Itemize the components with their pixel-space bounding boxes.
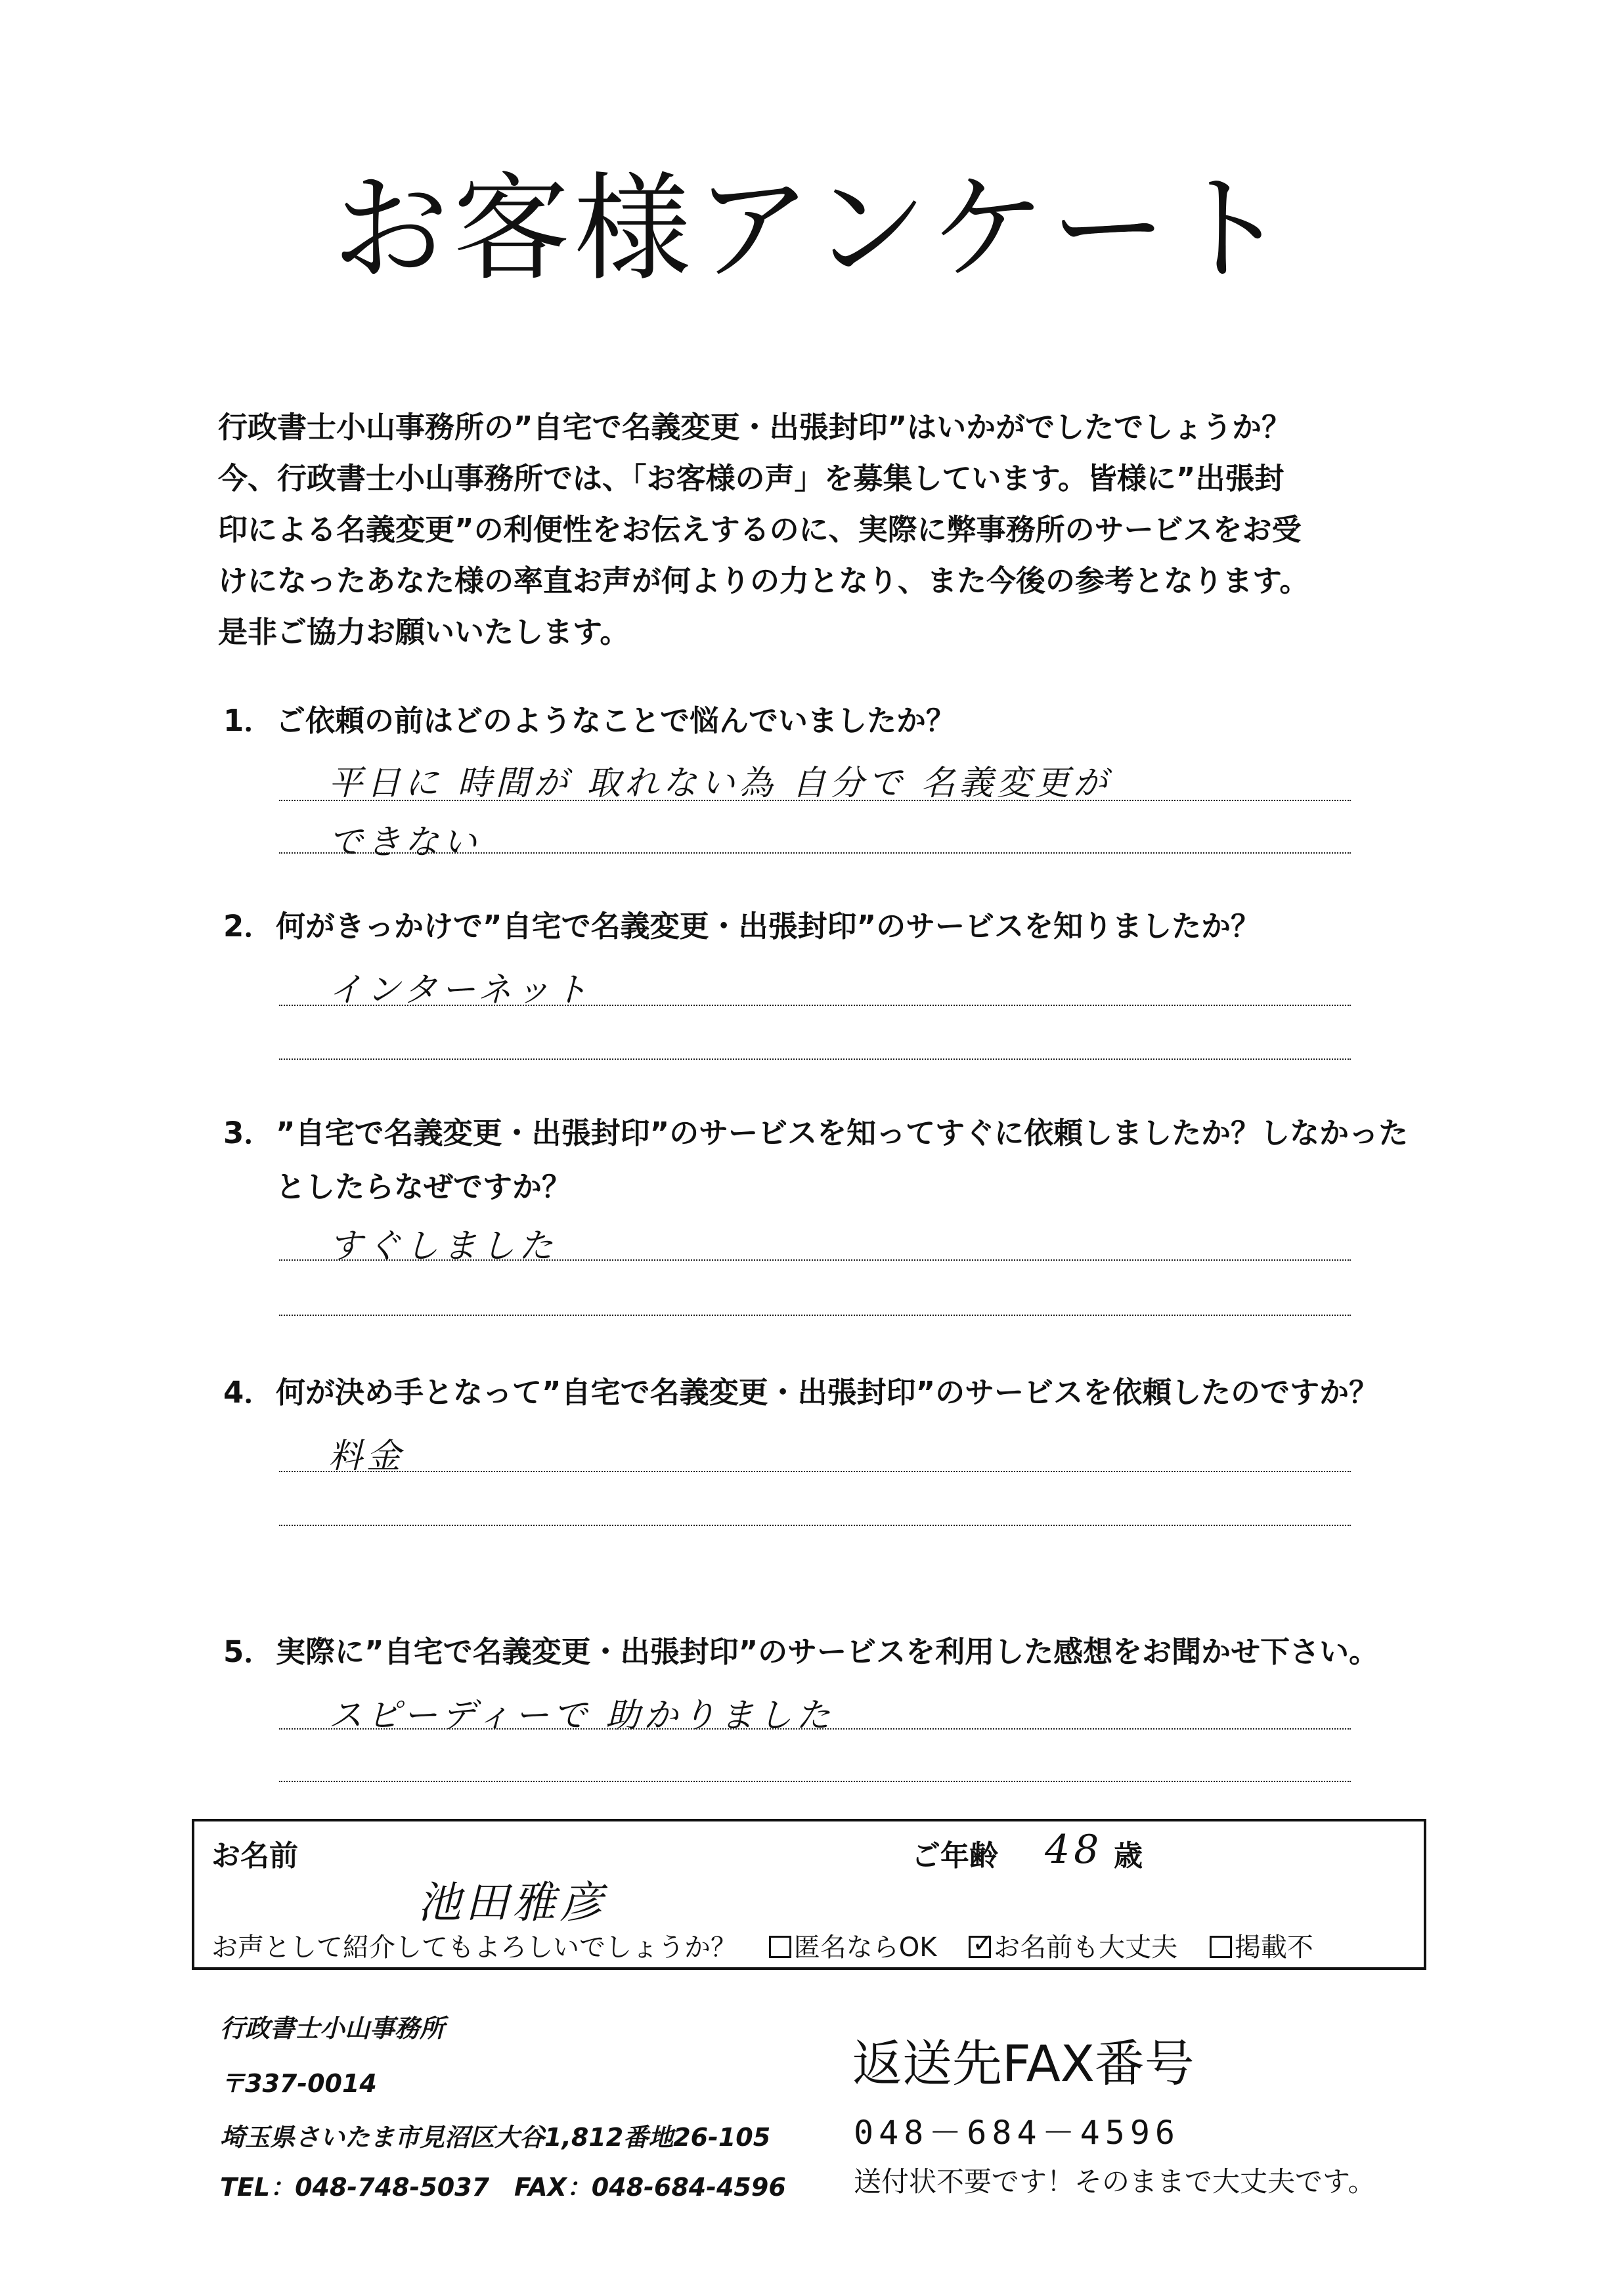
office-address: 埼玉県さいたま市見沼区大谷1,812番地26-105 (220, 2123, 771, 2152)
consent-question: お声として紹介してもよろしいでしょうか？ (211, 1932, 737, 1963)
question-number: 1． (223, 703, 274, 738)
intro-line: 今、行政書士小山事務所では、「お客様の声」を募集しています。皆様に”出張封 (218, 461, 1284, 496)
consent-row (211, 1927, 1313, 1964)
fax-title: 返送先FAX番号 (852, 2034, 1195, 2093)
question-5 (223, 1625, 1471, 1679)
intro-line: けになったあなた様の率直お声が何よりの力となり、また今後の参考となります。 (218, 563, 1309, 598)
age-value: 48 (1045, 1827, 1103, 1873)
answer-line (279, 1259, 1351, 1261)
intro-line: 是非ご協力お願いいたします。 (218, 615, 630, 649)
answer-line (279, 1781, 1351, 1782)
answer-5-line-1: スピーディーで 助かりました (328, 1696, 835, 1735)
question-text: ご依頼の前はどのようなことで悩んでいましたか？ (276, 703, 956, 738)
answer-2-line-1: インターネット (328, 970, 592, 1010)
question-number: 4． (223, 1375, 274, 1410)
answer-line (279, 1728, 1351, 1730)
question-number: 5． (223, 1634, 274, 1669)
checkbox-checked-icon[interactable] (969, 1936, 991, 1958)
fax-note: 送付状不要です！そのままで大丈夫です。 (854, 2166, 1376, 2198)
question-4 (223, 1366, 1471, 1420)
intro-line: 印による名義変更”の利便性をお伝えするのに、実際に弊事務所のサービスをお受 (218, 512, 1302, 547)
question-text: 実際に”自宅で名義変更・出張封印”のサービスを利用した感想をお聞かせ下さい。 (276, 1634, 1379, 1669)
answer-1-line-2: できない (328, 823, 481, 862)
question-text-cont: としたらなぜですか？ (276, 1169, 572, 1204)
page-title: お客様アンケート (332, 161, 1292, 297)
question-1 (223, 694, 1471, 748)
office-postal: 〒337-0014 (220, 2069, 377, 2098)
option-no-publish[interactable]: 掲載不 (1210, 1932, 1313, 1963)
option-anonymous[interactable]: 匿名ならOK (769, 1932, 937, 1963)
question-3 (223, 1106, 1471, 1214)
name-label: お名前 (211, 1839, 298, 1873)
office-name: 行政書士小山事務所 (220, 2014, 445, 2043)
intro-line: 行政書士小山事務所の”自宅で名義変更・出張封印”はいかがでしたでしょうか？ (218, 410, 1292, 445)
name-value: 池田雅彦 (418, 1877, 607, 1928)
answer-1-line-1: 平日に 時間が 取れない為 自分で 名義変更が (328, 764, 1112, 803)
checkbox-icon[interactable] (769, 1936, 791, 1958)
answer-line (279, 852, 1351, 854)
age-unit: 歳 (1114, 1839, 1143, 1873)
option-name-ok[interactable]: ✓ お名前も大丈夫 (969, 1932, 1177, 1963)
question-2 (223, 900, 1471, 953)
question-text: ”自宅で名義変更・出張封印”のサービスを知ってすぐに依頼しましたか？しなかった (276, 1116, 1409, 1150)
office-contact: TEL：048-748-5037 FAX：048-684-4596 (220, 2173, 786, 2202)
question-text: 何がきっかけで”自宅で名義変更・出張封印”のサービスを知りましたか？ (276, 909, 1261, 944)
answer-4-line-1: 料金 (328, 1437, 405, 1476)
answer-line (279, 1058, 1351, 1060)
checkbox-icon[interactable] (1210, 1936, 1232, 1958)
age-label: ご年齢 (911, 1839, 998, 1873)
answer-line (279, 1471, 1351, 1472)
question-number: 3． (223, 1116, 274, 1150)
question-text: 何が決め手となって”自宅で名義変更・出張封印”のサービスを依頼したのですか？ (276, 1375, 1379, 1410)
intro-text (218, 402, 1439, 658)
question-number: 2． (223, 909, 274, 944)
customer-info-box (192, 1819, 1426, 1970)
answer-line (279, 1525, 1351, 1526)
fax-number: 048－684－4596 (854, 2114, 1181, 2152)
answer-line (279, 1315, 1351, 1316)
answer-line (279, 1005, 1351, 1006)
answer-3-line-1: すぐしました (328, 1227, 558, 1266)
answer-line (279, 800, 1351, 801)
